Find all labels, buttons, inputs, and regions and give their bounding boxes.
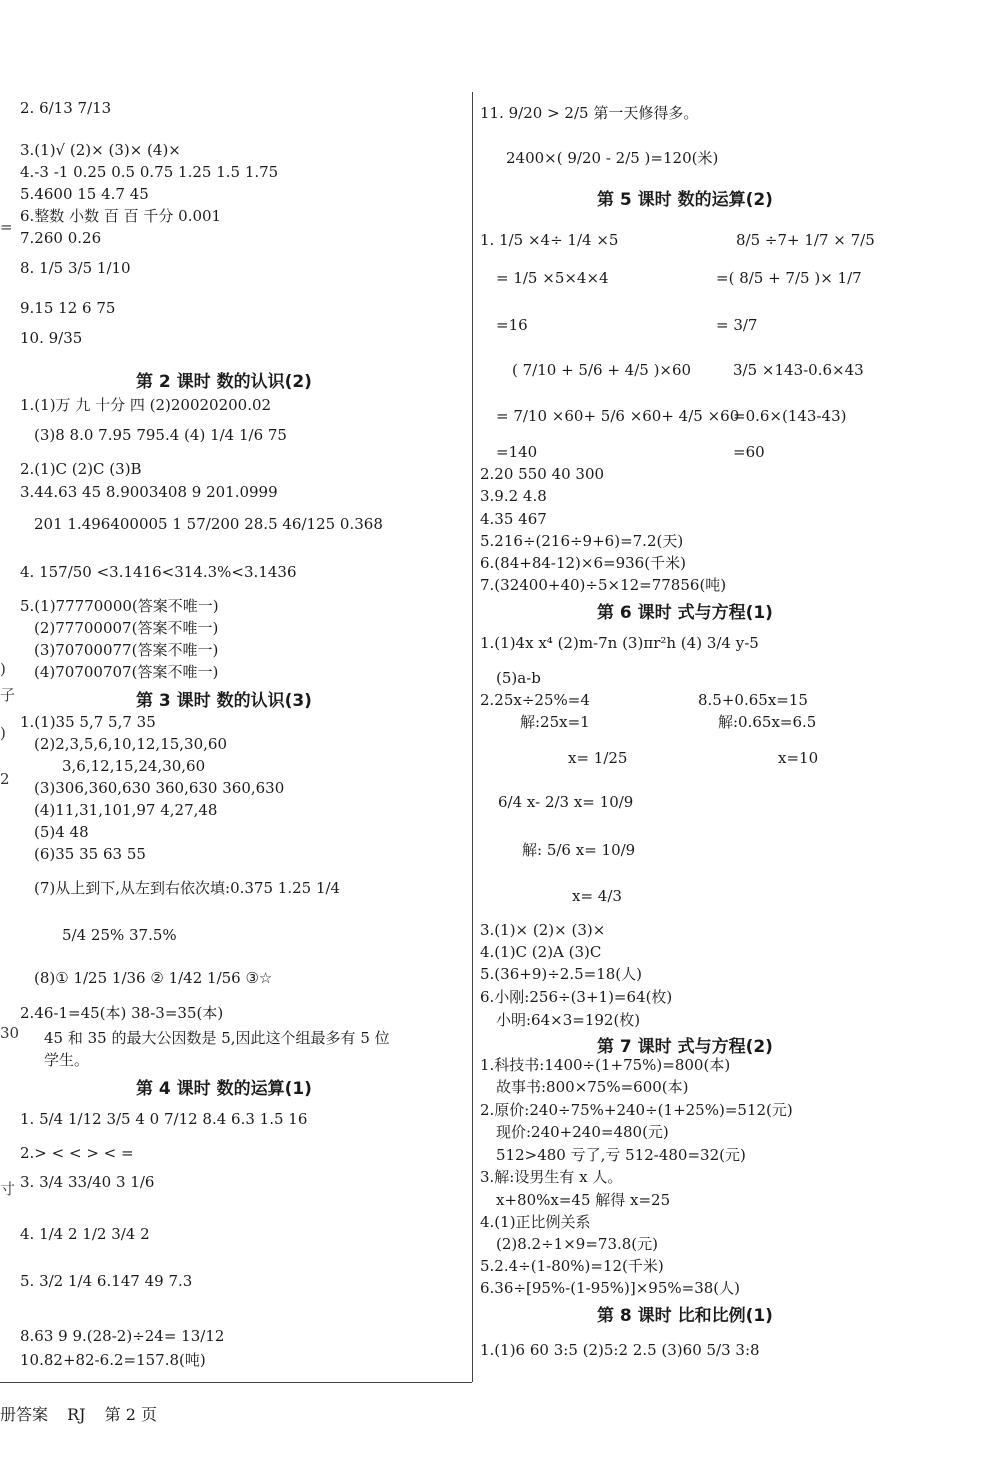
answer-line: 4. 157/50 <3.1416<314.3%<3.1436 bbox=[20, 563, 297, 581]
answer-line: 2. 6/13 7/13 bbox=[20, 99, 112, 117]
answer-line: (7)从上到下,从左到右依次填:0.375 1.25 1/4 bbox=[34, 879, 341, 897]
section-heading: 第 7 课时 式与方程(2) bbox=[597, 1037, 773, 1057]
answer-line: 1.(1)4x x⁴ (2)m-7n (3)πr²h (4) 3/4 y-5 bbox=[480, 634, 759, 652]
edge-fragment: ) bbox=[0, 724, 6, 742]
edge-fragment: = bbox=[0, 218, 13, 236]
answer-line: 故事书:800×75%=600(本) bbox=[496, 1078, 689, 1096]
answer-line: 5. 3/2 1/4 6.147 49 7.3 bbox=[20, 1272, 193, 1290]
answer-line: 1. 5/4 1/12 3/5 4 0 7/12 8.4 6.3 1.5 16 bbox=[20, 1110, 308, 1128]
answer-line: 5.(1)77770000(答案不唯一) bbox=[20, 597, 219, 615]
answer-line: (4)11,31,101,97 4,27,48 bbox=[34, 801, 218, 819]
answer-line: 2.(1)C (2)C (3)B bbox=[20, 460, 142, 478]
answer-line: 6.整数 小数 百 百 千分 0.001 bbox=[20, 207, 222, 225]
answer-line: = 7/10 ×60+ 5/6 ×60+ 4/5 ×60 bbox=[496, 407, 740, 425]
answer-line: 512>480 亏了,亏 512-480=32(元) bbox=[496, 1146, 746, 1164]
edge-fragment: 寸 bbox=[0, 1180, 16, 1198]
footer-page-number: 第 2 页 bbox=[104, 1405, 158, 1424]
page-footer bbox=[0, 1402, 171, 1425]
answer-line: 8.63 9 9.(28-2)÷24= 13/12 bbox=[20, 1327, 225, 1345]
answer-line: 8/5 ÷7+ 1/7 × 7/5 bbox=[736, 231, 875, 249]
section-heading: 第 3 课时 数的认识(3) bbox=[136, 691, 312, 711]
answer-line: (2)8.2÷1×9=73.8(元) bbox=[496, 1235, 658, 1253]
answer-line: 11. 9/20 > 2/5 第一天修得多。 bbox=[480, 104, 699, 122]
answer-line: 1.(1)35 5,7 5,7 35 bbox=[20, 713, 156, 731]
answer-line: (2)77700007(答案不唯一) bbox=[34, 619, 219, 637]
answer-line: ( 7/10 + 5/6 + 4/5 )×60 bbox=[512, 361, 692, 379]
answer-line: =0.6×(143-43) bbox=[733, 407, 847, 425]
answer-line: (3)8 8.0 7.95 795.4 (4) 1/4 1/6 75 bbox=[34, 426, 287, 444]
answer-line: 6.小刚:256÷(3+1)=64(枚) bbox=[480, 988, 673, 1006]
answer-line: (2)2,3,5,6,10,12,15,30,60 bbox=[34, 735, 228, 753]
edge-fragment: 2 bbox=[0, 770, 10, 788]
answer-line: 1. 1/5 ×4÷ 1/4 ×5 bbox=[480, 231, 619, 249]
answer-line: 2.20 550 40 300 bbox=[480, 465, 605, 483]
answer-line: 4.35 467 bbox=[480, 510, 547, 528]
answer-line: 4.(1)正比例关系 bbox=[480, 1213, 591, 1231]
answer-line: 4.(1)C (2)A (3)C bbox=[480, 943, 602, 961]
answer-line: 201 1.496400005 1 57/200 28.5 46/125 0.368 bbox=[34, 515, 383, 533]
answer-line: 2400×( 9/20 - 2/5 )=120(米) bbox=[506, 149, 719, 167]
answer-line: 8.5+0.65x=15 bbox=[698, 691, 808, 709]
answer-line: 2.> < < > < = bbox=[20, 1144, 134, 1162]
answer-line: =140 bbox=[496, 443, 538, 461]
answer-line: 解:0.65x=6.5 bbox=[718, 713, 817, 731]
answer-line: (4)70700707(答案不唯一) bbox=[34, 663, 219, 681]
answer-line: 现价:240+240=480(元) bbox=[496, 1123, 669, 1141]
answer-line: 3/5 ×143-0.6×43 bbox=[733, 361, 864, 379]
footer-edition: RJ bbox=[67, 1405, 86, 1424]
answer-line: 6/4 x- 2/3 x= 10/9 bbox=[498, 793, 634, 811]
answer-line: 2.25x÷25%=4 bbox=[480, 691, 590, 709]
answer-line: (5)4 48 bbox=[34, 823, 89, 841]
answer-line: 2.46-1=45(本) 38-3=35(本) bbox=[20, 1004, 224, 1022]
footer-label: 册答案 bbox=[0, 1405, 49, 1424]
answer-line: 3.解:设男生有 x 人。 bbox=[480, 1168, 623, 1186]
answer-line: 3.(1)× (2)× (3)× bbox=[480, 921, 606, 939]
section-heading: 第 4 课时 数的运算(1) bbox=[136, 1079, 312, 1099]
section-heading: 第 8 课时 比和比例(1) bbox=[597, 1306, 773, 1326]
answer-line: 解:25x=1 bbox=[520, 713, 590, 731]
answer-line: 1.(1)万 九 十分 四 (2)20020200.02 bbox=[20, 396, 272, 414]
answer-line: = 3/7 bbox=[716, 316, 758, 334]
answer-line: (5)a-b bbox=[496, 669, 541, 687]
answer-line: 7.(32400+40)÷5×12=77856(吨) bbox=[480, 576, 727, 594]
answer-line: (8)① 1/25 1/36 ② 1/42 1/56 ③☆ bbox=[34, 969, 273, 987]
answer-line: 6.36÷[95%-(1-95%)]×95%=38(人) bbox=[480, 1279, 741, 1297]
answer-line: 解: 5/6 x= 10/9 bbox=[522, 841, 636, 859]
answer-line: 3.9.2 4.8 bbox=[480, 487, 547, 505]
answer-line: 8. 1/5 3/5 1/10 bbox=[20, 259, 131, 277]
answer-line: 10. 9/35 bbox=[20, 329, 83, 347]
answer-line: =( 8/5 + 7/5 )× 1/7 bbox=[716, 269, 862, 287]
answer-line: 2.原价:240÷75%+240÷(1+25%)=512(元) bbox=[480, 1101, 793, 1119]
answer-line: 5.2.4÷(1-80%)=12(千米) bbox=[480, 1257, 664, 1275]
answer-line: 6.(84+84-12)×6=936(千米) bbox=[480, 554, 686, 572]
answer-line: 7.260 0.26 bbox=[20, 229, 102, 247]
answer-line: 学生。 bbox=[44, 1051, 90, 1069]
answer-line: (6)35 35 63 55 bbox=[34, 845, 146, 863]
answer-line: 10.82+82-6.2=157.8(吨) bbox=[20, 1351, 206, 1369]
answer-line: 3,6,12,15,24,30,60 bbox=[62, 757, 206, 775]
answer-line: (3)306,360,630 360,630 360,630 bbox=[34, 779, 285, 797]
answer-line: 4.-3 -1 0.25 0.5 0.75 1.25 1.5 1.75 bbox=[20, 163, 279, 181]
answer-line: 5.4600 15 4.7 45 bbox=[20, 185, 149, 203]
answer-line: x=10 bbox=[778, 749, 819, 767]
answer-line: 1.科技书:1400÷(1+75%)=800(本) bbox=[480, 1056, 731, 1074]
answer-line: 5.(36+9)÷2.5=18(人) bbox=[480, 965, 642, 983]
section-heading: 第 5 课时 数的运算(2) bbox=[597, 190, 773, 210]
answer-line: x= 4/3 bbox=[572, 887, 622, 905]
answer-line: 小明:64×3=192(枚) bbox=[496, 1011, 641, 1029]
footer-rule bbox=[0, 1382, 472, 1383]
answer-line: 1.(1)6 60 3:5 (2)5:2 2.5 (3)60 5/3 3:8 bbox=[480, 1341, 760, 1359]
answer-line: =16 bbox=[496, 316, 528, 334]
answer-line: 4. 1/4 2 1/2 3/4 2 bbox=[20, 1225, 150, 1243]
answer-line: (3)70700077(答案不唯一) bbox=[34, 641, 219, 659]
answer-line: 9.15 12 6 75 bbox=[20, 299, 116, 317]
answer-line: 45 和 35 的最大公因数是 5,因此这个组最多有 5 位 bbox=[44, 1029, 390, 1047]
answer-line: x= 1/25 bbox=[568, 749, 628, 767]
answer-line: =60 bbox=[733, 443, 765, 461]
answer-line: 3.(1)√ (2)× (3)× (4)× bbox=[20, 141, 181, 159]
answer-line: x+80%x=45 解得 x=25 bbox=[496, 1191, 671, 1209]
answer-line: 5.216÷(216÷9+6)=7.2(天) bbox=[480, 532, 684, 550]
section-heading: 第 6 课时 式与方程(1) bbox=[597, 603, 773, 623]
edge-fragment: 30 bbox=[0, 1024, 20, 1042]
edge-fragment: ) bbox=[0, 660, 6, 678]
column-divider bbox=[472, 92, 473, 1382]
answer-line: 3. 3/4 33/40 3 1/6 bbox=[20, 1173, 155, 1191]
answer-line: = 1/5 ×5×4×4 bbox=[496, 269, 609, 287]
edge-fragment: 子 bbox=[0, 686, 16, 704]
section-heading: 第 2 课时 数的认识(2) bbox=[136, 372, 312, 392]
answer-line: 5/4 25% 37.5% bbox=[62, 926, 177, 944]
answer-line: 3.44.63 45 8.9003408 9 201.0999 bbox=[20, 483, 278, 501]
